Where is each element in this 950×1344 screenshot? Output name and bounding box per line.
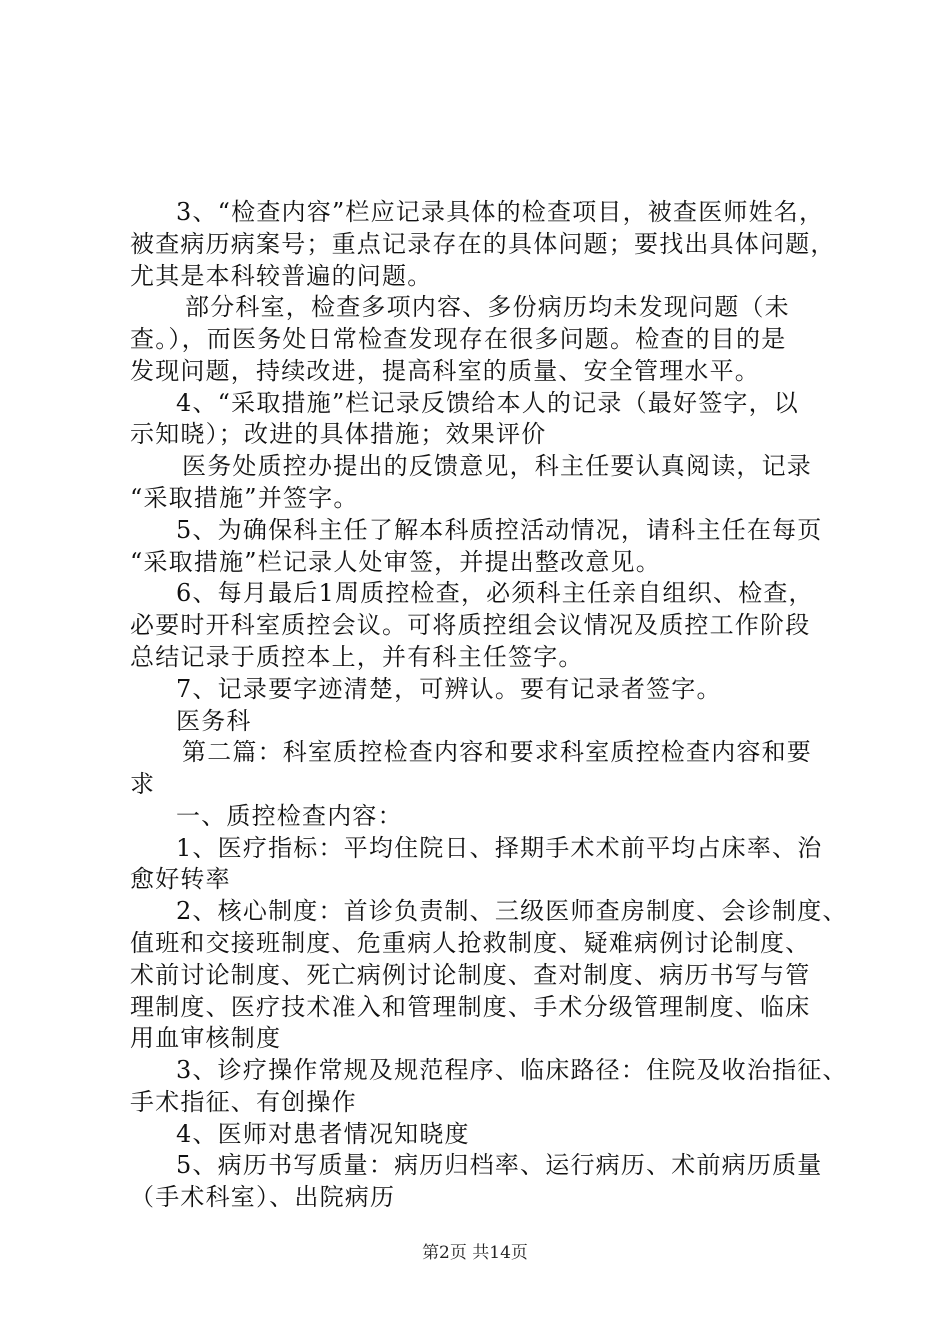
- text-line: 示知晓）；改进的具体措施；效果评价: [130, 420, 547, 448]
- section-heading: 求: [130, 770, 156, 798]
- text-line: 愈好转率: [130, 865, 231, 893]
- text-line: 5、病历书写质量：病历归档率、运行病历、术前病历质量: [176, 1151, 823, 1179]
- text-line: 6、每月最后1周质控检查，必须科主任亲自组织、检查，: [176, 579, 814, 607]
- text-line: 总结记录于质控本上，并有科主任签字。: [130, 643, 584, 671]
- text-line: 7、记录要字迹清楚，可辨认。要有记录者签字。: [176, 675, 722, 703]
- text-line: （手术科室）、出院病历: [130, 1183, 396, 1211]
- text-line: 3、“检查内容”栏应记录具体的检查项目，被查医师姓名，: [176, 198, 825, 226]
- text-line: 部分科室，检查多项内容、多份病历均未发现问题（未: [185, 293, 790, 321]
- text-line: 查。），而医务处日常检查发现存在很多问题。检查的目的是: [130, 325, 787, 353]
- text-line: 5、为确保科主任了解本科质控活动情况，请科主任在每页: [176, 516, 823, 544]
- text-line: 用血审核制度: [130, 1024, 282, 1052]
- text-line: 发现问题，持续改进，提高科室的质量、安全管理水平。: [130, 357, 760, 385]
- page-number-footer: 第2页 共14页: [422, 1243, 528, 1263]
- text-line: 值班和交接班制度、危重病人抢救制度、疑难病例讨论制度、: [130, 929, 811, 957]
- text-line: 理制度、医疗技术准入和管理制度、手术分级管理制度、临床: [130, 993, 811, 1021]
- text-line: “采取措施”栏记录人处审签，并提出整改意见。: [130, 548, 661, 576]
- text-line: 1、医疗指标：平均住院日、择期手术术前平均占床率、治: [176, 834, 823, 862]
- text-line: 手术指征、有创操作: [130, 1088, 357, 1116]
- text-line: 4、“采取措施”栏记录反馈给本人的记录（最好签字，以: [176, 389, 800, 417]
- section-heading: 第二篇：科室质控检查内容和要求科室质控检查内容和要: [182, 738, 812, 766]
- text-line: 医务处质控办提出的反馈意见，科主任要认真阅读，记录: [182, 452, 812, 480]
- text-line: 一、质控检查内容：: [176, 802, 403, 830]
- text-line: 尤其是本科较普遍的问题。: [130, 262, 433, 290]
- text-line: 4、医师对患者情况知晓度: [176, 1120, 470, 1148]
- text-line: 医务科: [176, 707, 252, 735]
- text-line: “采取措施”并签字。: [130, 484, 359, 512]
- text-line: 术前讨论制度、死亡病例讨论制度、查对制度、病历书写与管: [130, 961, 811, 989]
- text-line: 3、诊疗操作常规及规范程序、临床路径：住院及收治指征、: [176, 1056, 848, 1084]
- text-line: 被查病历病案号；重点记录存在的具体问题；要找出具体问题，: [130, 230, 836, 258]
- text-line: 2、核心制度：首诊负责制、三级医师查房制度、会诊制度、: [176, 897, 848, 925]
- text-line: 必要时开科室质控会议。可将质控组会议情况及质控工作阶段: [130, 611, 811, 639]
